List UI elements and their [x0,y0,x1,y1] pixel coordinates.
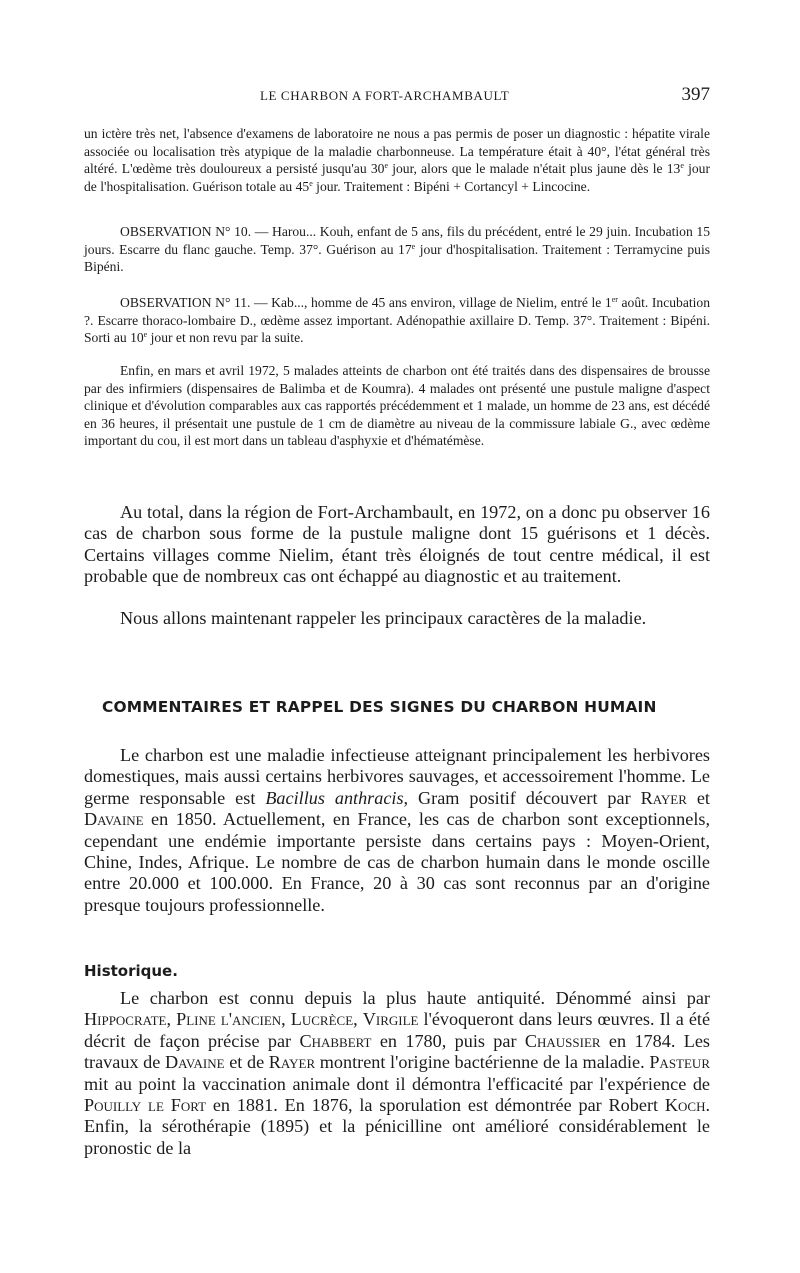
nous-allons-paragraph: Nous allons maintenant rappeler les principaux caractères de la maladie. [120,608,647,628]
section-heading: COMMENTAIRES ET RAPPEL DES SIGNES DU CHARBON HUMAIN [102,698,657,716]
historique-paragraph: Le charbon est connu depuis la plus haute antiquité. Dénommé ainsi par Hippocrate, Pline l'ancien, Lucrèce, Virgile l'évoqueront dans leurs œuvres. Il a été décrit de façon précise par Chabbert en 1780, puis par Chaussier en 1784. Les travaux de Davaine et de Rayer montrent l'origine bactérienne de la maladie. Pasteur mit au point la vaccination animale dont il démontra l'efficacité par l'expérience de Pouilly le Fort en 1881. En 1876, la sporulation est démontrée par Robert Koch. Enfin, la sérothérapie (1895) et la pénicilline ont amélioré considérablement le pronostic de la [84,988,711,1158]
charbon-definition-paragraph: Le charbon est une maladie infectieuse atteignant principalement les herbivores domestiques, mais aussi certains herbivores sauvages, et accessoirement l'homme. Le germe responsable est Bacillus anthracis, Gram positif découvert par Rayer et Davaine en 1850. Actuellement, en France, les cas de charbon sont exceptionnels, cependant une endémie importante persiste dans certains pays : Moyen-Orient, Chine, Indes, Afrique. Le nombre de cas de charbon humain dans le monde oscille entre 20.000 et 100.000. En France, 20 à 30 cas sont reconnus par an d'origine presque toujours professionnelle. [84,745,710,915]
observation-11-paragraph: OBSERVATION N° 11. — Kab..., homme de 45 ans environ, village de Nielim, entré le 1er août. Incubation ?. Escarre thoraco-lombaire D., œdème assez important. Adénopathie axillaire D. Temp. 37°. Traitement : Bipéni. Sorti au 10e jour et non revu par la suite. [84,295,710,346]
enfin-paragraph: Enfin, en mars et avril 1972, 5 malades atteints de charbon ont été traités dans des dispensaires de brousse par des infirmiers (dispensaires de Balimba et de Koumra). 4 malades ont présenté une pustule maligne d'aspect clinique et d'évolution comparables aux cas rapportés précédemment et 1 malade, un homme de 23 ans, est décédé en 36 heures, il présentait une pustule de 1 cm de diamètre au niveau de la commissure labiale G., avec œdème important du cou, il est mort dans un tableau d'asphyxie et d'hématémèse. [84,363,710,449]
observation-continuation-paragraph: un ictère très net, l'absence d'examens de laboratoire ne nous a pas permis de poser un diagnostic : hépatite virale associée ou localisation très atypique de la maladie charbonneuse. La température était à 40°, l'état général très altéré. L'œdème très douloureux a persisté jusqu'au 30e jour, alors que le malade n'était plus jaune dès le 13e jour de l'hospitalisation. Guérison totale au 45e jour. Traitement : Bipéni + Cortancyl + Lincocine. [84,126,711,194]
running-head [84,84,710,108]
au-total-paragraph: Au total, dans la région de Fort-Archambault, en 1972, on a donc pu observer 16 cas de charbon sous forme de la pustule maligne dont 15 guérisons et 1 décès. Certains villages comme Nielim, étant très éloignés de tout centre médical, il est probable que de nombreux cas ont échappé au diagnostic et au traitement. [84,502,710,587]
historique-subheading: Historique. [84,962,178,980]
observation-10-paragraph: OBSERVATION N° 10. — Harou... Kouh, enfant de 5 ans, fils du précédent, entré le 29 juin. Incubation 15 jours. Escarre du flanc gauche. Temp. 37°. Guérison au 17e jour d'hospitalisation. Traitement : Terramycine puis Bipéni. [84,224,711,275]
page-number: 397 [681,84,710,105]
running-head-title: LE CHARBON A FORT-ARCHAMBAULT [260,88,510,103]
